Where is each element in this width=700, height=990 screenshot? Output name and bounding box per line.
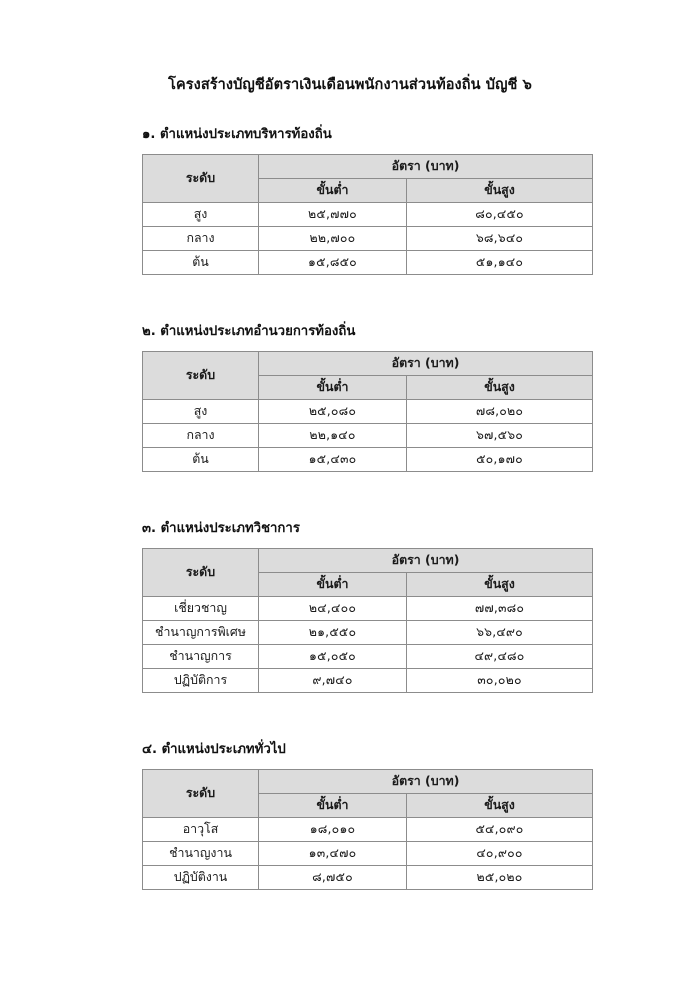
cell-level: ต้น	[143, 250, 259, 274]
cell-level: ชำนาญการ	[143, 645, 259, 669]
column-header-level: ระดับ	[143, 351, 259, 399]
table-row	[143, 447, 593, 471]
header-row-top	[143, 549, 593, 573]
column-header-level: ระดับ	[143, 549, 259, 597]
cell-max: ๕๔,๐๙๐	[407, 818, 593, 842]
cell-max: ๔๙,๔๘๐	[407, 645, 593, 669]
cell-min: ๑๓,๔๗๐	[259, 842, 407, 866]
cell-level: เชี่ยวชาญ	[143, 597, 259, 621]
table-row	[143, 250, 593, 274]
table-row	[143, 866, 593, 890]
table-row	[143, 202, 593, 226]
table-body-4	[143, 818, 593, 890]
header-row-top	[143, 770, 593, 794]
cell-level: ชำนาญการพิเศษ	[143, 621, 259, 645]
cell-min: ๒๕,๗๗๐	[259, 202, 407, 226]
page-title: โครงสร้างบัญชีอัตราเงินเดือนพนักงานส่วนท้องถิ่น บัญชี ๖	[168, 77, 532, 93]
cell-level: กลาง	[143, 423, 259, 447]
cell-min: ๑๕,๘๕๐	[259, 250, 407, 274]
column-header-level: ระดับ	[143, 770, 259, 818]
section-heading-4: ๔. ตำแหน่งประเภททั่วไป	[142, 742, 286, 758]
cell-max: ๖๖,๔๙๐	[407, 621, 593, 645]
table-header-4	[143, 770, 593, 818]
cell-max: ๒๕,๐๒๐	[407, 866, 593, 890]
table-row	[143, 621, 593, 645]
column-header-min: ขั้นต่ำ	[259, 573, 407, 597]
section-heading-2: ๒. ตำแหน่งประเภทอำนวยการท้องถิ่น	[142, 323, 356, 339]
table-body-1	[143, 202, 593, 274]
cell-min: ๑๕,๐๕๐	[259, 645, 407, 669]
cell-max: ๕๑,๑๔๐	[407, 250, 593, 274]
column-header-min: ขั้นต่ำ	[259, 375, 407, 399]
cell-min: ๒๑,๕๕๐	[259, 621, 407, 645]
column-header-max: ขั้นสูง	[407, 573, 593, 597]
table-wrapper-3	[0, 537, 700, 693]
table-header-3	[143, 549, 593, 597]
salary-table-2	[142, 351, 593, 472]
cell-level: อาวุโส	[143, 818, 259, 842]
cell-min: ๒๕,๐๘๐	[259, 399, 407, 423]
cell-level: ต้น	[143, 447, 259, 471]
column-header-min: ขั้นต่ำ	[259, 178, 407, 202]
cell-max: ๖๘,๖๔๐	[407, 226, 593, 250]
section-local-executive	[0, 96, 700, 275]
table-wrapper-2	[0, 340, 700, 472]
header-row-top	[143, 351, 593, 375]
header-row-top	[143, 154, 593, 178]
section-general	[0, 693, 700, 890]
salary-table-1	[142, 154, 593, 275]
table-row	[143, 645, 593, 669]
cell-min: ๘,๗๕๐	[259, 866, 407, 890]
cell-min: ๑๕,๔๓๐	[259, 447, 407, 471]
cell-level: ปฏิบัติการ	[143, 669, 259, 693]
column-header-rate-group: อัตรา (บาท)	[259, 154, 593, 178]
table-header-1	[143, 154, 593, 202]
salary-table-4	[142, 769, 593, 890]
column-header-rate-group: อัตรา (บาท)	[259, 770, 593, 794]
table-row	[143, 399, 593, 423]
column-header-rate-group: อัตรา (บาท)	[259, 549, 593, 573]
cell-max: ๗๗,๓๘๐	[407, 597, 593, 621]
cell-max: ๕๐,๑๗๐	[407, 447, 593, 471]
table-wrapper-4	[0, 758, 700, 890]
column-header-max: ขั้นสูง	[407, 375, 593, 399]
column-header-rate-group: อัตรา (บาท)	[259, 351, 593, 375]
cell-min: ๒๒,๗๐๐	[259, 226, 407, 250]
cell-max: ๘๐,๔๕๐	[407, 202, 593, 226]
cell-max: ๖๗,๕๖๐	[407, 423, 593, 447]
table-row	[143, 597, 593, 621]
table-wrapper-1	[0, 143, 700, 275]
table-body-3	[143, 597, 593, 693]
cell-min: ๙,๗๔๐	[259, 669, 407, 693]
column-header-max: ขั้นสูง	[407, 794, 593, 818]
cell-max: ๔๐,๙๐๐	[407, 842, 593, 866]
cell-level: กลาง	[143, 226, 259, 250]
table-row	[143, 818, 593, 842]
column-header-level: ระดับ	[143, 154, 259, 202]
cell-level: สูง	[143, 399, 259, 423]
section-heading-1: ๑. ตำแหน่งประเภทบริหารท้องถิ่น	[142, 126, 332, 142]
column-header-min: ขั้นต่ำ	[259, 794, 407, 818]
table-row	[143, 226, 593, 250]
cell-min: ๒๔,๔๐๐	[259, 597, 407, 621]
cell-level: ปฏิบัติงาน	[143, 866, 259, 890]
column-header-max: ขั้นสูง	[407, 178, 593, 202]
cell-min: ๒๒,๑๔๐	[259, 423, 407, 447]
salary-table-3	[142, 548, 593, 693]
cell-level: สูง	[143, 202, 259, 226]
section-local-director	[0, 275, 700, 472]
cell-level: ชำนาญงาน	[143, 842, 259, 866]
table-body-2	[143, 399, 593, 471]
table-row	[143, 842, 593, 866]
cell-max: ๓๐,๐๒๐	[407, 669, 593, 693]
table-row	[143, 669, 593, 693]
table-header-2	[143, 351, 593, 399]
section-academic	[0, 472, 700, 693]
section-heading-3: ๓. ตำแหน่งประเภทวิชาการ	[142, 520, 300, 536]
cell-min: ๑๘,๐๑๐	[259, 818, 407, 842]
table-row	[143, 423, 593, 447]
cell-max: ๗๘,๐๒๐	[407, 399, 593, 423]
